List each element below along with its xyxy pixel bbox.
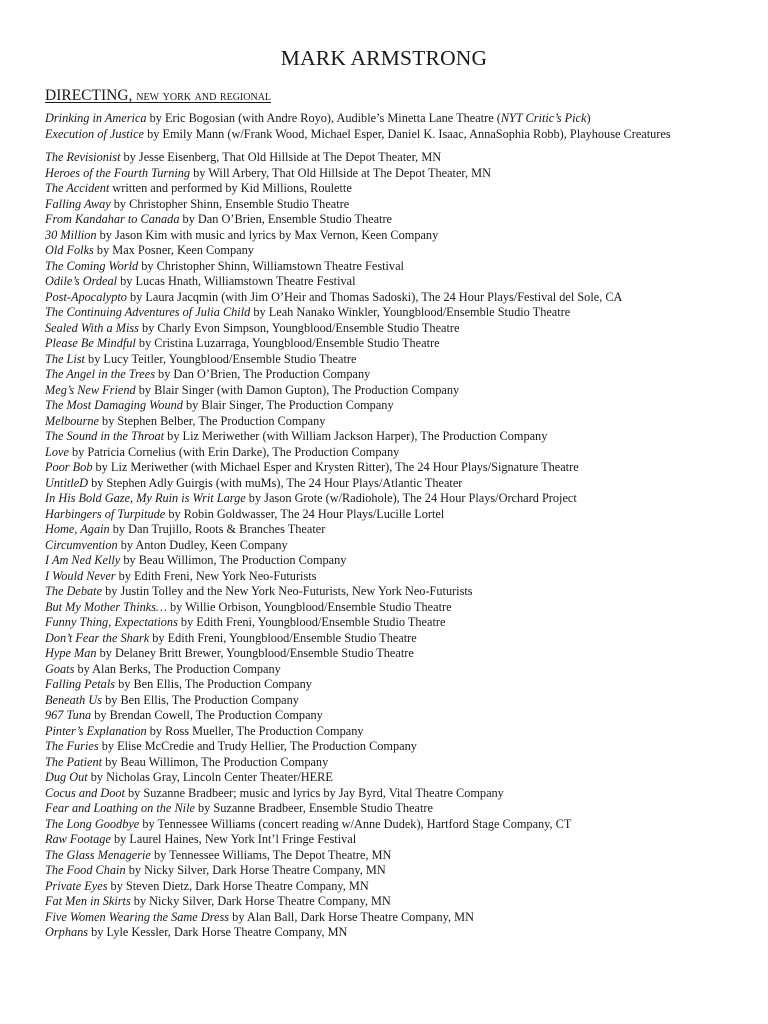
credit-details: by Laura Jacqmin (with Jim O’Heir and Thomas Sadoski), The 24 Hour Plays/Festival del Sole, CA (126, 289, 623, 304)
credit-title: Circumvention (45, 537, 118, 552)
credit-entry (45, 662, 761, 678)
credit-entry (45, 305, 761, 321)
credit-details: by Jesse Eisenberg, That Old Hillside at The Depot Theater, MN (120, 150, 442, 164)
credit-title: The Coming World (45, 258, 139, 273)
credit-title: Harbingers of Turpitude (45, 506, 166, 521)
credit-title: Love (45, 444, 69, 459)
credit-entry (45, 127, 761, 143)
credit-details: by Beau Willimon, The Production Company (120, 553, 347, 567)
credit-details: by Nicky Silver, Dark Horse Theatre Company, MN (130, 894, 391, 908)
credit-entry (45, 166, 761, 182)
credit-entry (45, 770, 761, 786)
credit-details: written and performed by Kid Millions, Roulette (109, 181, 352, 195)
credit-entry (45, 832, 761, 848)
credit-entry (45, 460, 761, 476)
credit-title: The Patient (45, 754, 103, 769)
credit-entry (45, 584, 761, 600)
credit-entry (45, 111, 761, 127)
credit-title: The Food Chain (45, 863, 126, 877)
credit-closing: ) (586, 111, 591, 125)
credit-title: I Am Ned Kelly (45, 553, 121, 567)
credit-title: The List (45, 351, 85, 366)
section-heading-directing (45, 86, 271, 106)
credit-title: The Most Damaging Wound (45, 398, 183, 412)
credit-citation: NYT Critic’s Pick (500, 111, 587, 125)
credit-details: by Suzanne Bradbeer; music and lyrics by Jay Byrd, Vital Theatre Company (124, 785, 504, 800)
credit-entry (45, 414, 761, 430)
credit-details: by Tennessee Williams (concert reading w/Anne Dudek), Hartford Stage Company, CT (139, 816, 572, 831)
credit-details: by Suzanne Bradbeer, Ensemble Studio Theatre (194, 801, 433, 815)
credit-entry (45, 150, 761, 166)
credit-entry (45, 290, 761, 306)
credit-details: by Dan Trujillo, Roots & Branches Theater (109, 522, 326, 536)
credit-details: by Delaney Britt Brewer, Youngblood/Ensemble Studio Theatre (96, 646, 414, 660)
credit-title: Orphans (45, 925, 89, 939)
credit-details: by Blair Singer (with Damon Gupton), The Production Company (135, 382, 460, 397)
credit-entry (45, 848, 761, 864)
credit-entry (45, 197, 761, 213)
credit-entry (45, 925, 761, 941)
credit-details: by Dan O’Brien, The Production Company (154, 367, 371, 381)
credit-title: From Kandahar to Canada (45, 212, 180, 226)
credit-details: by Leah Nanako Winkler, Youngblood/Ensemble Studio Theatre (250, 305, 571, 319)
credit-title: Meg’s New Friend (45, 382, 136, 397)
credit-entry (45, 724, 761, 740)
credit-entry (45, 615, 761, 631)
credit-details: by Patricia Cornelius (with Erin Darke), The Production Company (68, 444, 400, 459)
credit-title: The Angel in the Trees (45, 367, 155, 381)
credit-title: Odile’s Ordeal (45, 274, 118, 288)
directing-credits-list (45, 111, 761, 941)
credit-entry (45, 910, 761, 926)
credit-title: Please Be Mindful (45, 336, 136, 350)
credit-title: Execution of Justice (45, 126, 145, 141)
credit-details: by Jason Grote (w/Radiohole), The 24 Hour Plays/Orchard Project (245, 491, 577, 505)
credit-details: by Ben Ellis, The Production Company (115, 677, 312, 691)
credit-title: Dug Out (45, 770, 88, 784)
credit-details: by Lucas Hnath, Williamstown Theatre Festival (117, 274, 356, 288)
credit-title: Fat Men in Skirts (45, 894, 131, 908)
credit-title: Cocus and Doot (45, 785, 125, 800)
credit-entry (45, 538, 761, 554)
credit-title: 30 Million (45, 227, 97, 242)
section-heading-main: DIRECTING, (45, 87, 133, 104)
credit-entry (45, 228, 761, 244)
credit-title: Goats (45, 661, 75, 676)
credit-title: In His Bold Gaze, My Ruin is Writ Large (45, 491, 246, 505)
credit-details: by Jason Kim with music and lyrics by Max Vernon, Keen Company (96, 227, 439, 242)
credit-title: Fear and Loathing on the Nile (45, 801, 195, 815)
credit-entry (45, 476, 761, 492)
credit-title: Sealed With a Miss (45, 320, 139, 335)
credit-details: by Emily Mann (w/Frank Wood, Michael Esper, Daniel K. Isaac, AnnaSophia Robb), Playhouse Creatures (144, 126, 671, 141)
credit-details: by Max Posner, Keen Company (93, 243, 254, 257)
credit-details: by Stephen Adly Guirgis (with muMs), The 24 Hour Plays/Atlantic Theater (88, 475, 463, 490)
credit-details: by Lucy Teitler, Youngblood/Ensemble Studio Theatre (84, 351, 357, 366)
credit-details: by Steven Dietz, Dark Horse Theatre Company, MN (107, 878, 369, 893)
credit-details: by Eric Bogosian (with Andre Royo), Audible’s Minetta Lane Theatre ( (146, 111, 501, 125)
credit-entry (45, 445, 761, 461)
credit-entry (45, 429, 761, 445)
credit-entry (45, 383, 761, 399)
credit-entry (45, 274, 761, 290)
credit-title: The Sound in the Throat (45, 429, 165, 443)
credit-entry (45, 708, 761, 724)
credit-entry (45, 879, 761, 895)
credit-details: by Anton Dudley, Keen Company (117, 537, 288, 552)
credit-entry (45, 398, 761, 414)
credit-details: by Beau Willimon, The Production Company (102, 754, 329, 769)
credit-details: by Robin Goldwasser, The 24 Hour Plays/Lucille Lortel (165, 506, 445, 521)
credit-entry (45, 491, 761, 507)
credit-title: Hype Man (45, 646, 97, 660)
credit-entry (45, 631, 761, 647)
credit-details: by Alan Berks, The Production Company (74, 661, 281, 676)
credit-details: by Willie Orbison, Youngblood/Ensemble Studio Theatre (166, 599, 452, 614)
credit-entry (45, 569, 761, 585)
credit-title: I Would Never (45, 568, 116, 583)
credit-title: Heroes of the Fourth Turning (45, 165, 191, 180)
credit-entry (45, 600, 761, 616)
credit-title: Post-Apocalypto (45, 289, 127, 304)
credit-entry (45, 553, 761, 569)
credit-entry (45, 507, 761, 523)
credit-title: Raw Footage (45, 832, 111, 846)
credit-title: Old Folks (45, 243, 94, 257)
credit-title: The Accident (45, 181, 110, 195)
credit-entry (45, 755, 761, 771)
credit-title: The Debate (45, 584, 103, 598)
credit-title: The Glass Menagerie (45, 847, 151, 862)
credit-title: Pinter’s Explanation (45, 723, 147, 738)
credit-entry (45, 646, 761, 662)
credit-details: by Dan O’Brien, Ensemble Studio Theatre (179, 212, 393, 226)
credit-title: Falling Away (45, 196, 111, 211)
credit-title: Falling Petals (45, 677, 116, 691)
credit-details: by Nicky Silver, Dark Horse Theatre Company, MN (125, 863, 386, 877)
credit-title: Melbourne (45, 413, 99, 428)
credit-entry (45, 677, 761, 693)
credit-entry (45, 693, 761, 709)
credit-title: Funny Thing, Expectations (45, 615, 178, 629)
resume-name: MARK ARMSTRONG (280, 46, 488, 70)
credit-details: by Edith Freni, New York Neo-Futurists (115, 568, 317, 583)
credit-details: by Ben Ellis, The Production Company (102, 692, 299, 707)
credit-details: by Tennessee Williams, The Depot Theatre, MN (150, 847, 392, 862)
credit-details: by Edith Freni, Youngblood/Ensemble Studio Theatre (177, 615, 446, 629)
credit-details: by Nicholas Gray, Lincoln Center Theater/HERE (87, 770, 333, 784)
credit-details: by Liz Meriwether (with Michael Esper and Krysten Ritter), The 24 Hour Plays/Signature Theatre (92, 460, 579, 474)
section-heading-sub: new york and regional (136, 88, 272, 104)
credit-title: Five Women Wearing the Same Dress (45, 909, 230, 924)
credit-entry (45, 212, 761, 228)
credit-entry (45, 352, 761, 368)
credit-details: by Blair Singer, The Production Company (182, 398, 394, 412)
credit-title: Poor Bob (45, 460, 93, 474)
credit-entry (45, 367, 761, 383)
credit-details: by Justin Tolley and the New York Neo-Futurists, New York Neo-Futurists (102, 584, 473, 598)
credit-details: by Christopher Shinn, Ensemble Studio Theatre (110, 196, 350, 211)
credit-title: Don’t Fear the Shark (45, 630, 150, 645)
credit-title: The Continuing Adventures of Julia Child (45, 305, 251, 319)
credit-title: Private Eyes (45, 878, 108, 893)
credit-details: by Liz Meriwether (with William Jackson Harper), The Production Company (164, 429, 548, 443)
credit-details: by Charly Evon Simpson, Youngblood/Ensemble Studio Theatre (138, 320, 460, 335)
credit-entry (45, 181, 761, 197)
credit-title: Drinking in America (45, 111, 147, 125)
credit-title: But My Mother Thinks… (45, 599, 167, 614)
credit-entry (45, 243, 761, 259)
credit-title: Home, Again (45, 522, 110, 536)
credit-title: The Long Goodbye (45, 816, 140, 831)
credit-title: 967 Tuna (45, 708, 92, 722)
credit-title: The Revisionist (45, 150, 121, 164)
credit-entry (45, 894, 761, 910)
credit-details: by Elise McCredie and Trudy Hellier, The Production Company (98, 739, 417, 753)
credit-entry (45, 336, 761, 352)
credit-details: by Laurel Haines, New York Int’l Fringe Festival (110, 832, 357, 846)
credit-entry (45, 817, 761, 833)
credit-entry (45, 259, 761, 275)
credit-entry (45, 321, 761, 337)
credit-entry (45, 801, 761, 817)
credit-details: by Stephen Belber, The Production Company (98, 413, 326, 428)
credit-details: by Ross Mueller, The Production Company (146, 723, 364, 738)
credit-details: by Cristina Luzarraga, Youngblood/Ensemble Studio Theatre (135, 336, 440, 350)
credit-title: UntitleD (45, 475, 89, 490)
credit-title: The Furies (45, 739, 99, 753)
credit-entry (45, 522, 761, 538)
credit-entry (45, 786, 761, 802)
credit-entry (45, 739, 761, 755)
credit-details: by Will Arbery, That Old Hillside at The Depot Theater, MN (190, 165, 491, 180)
credit-details: by Alan Ball, Dark Horse Theatre Company, MN (229, 909, 474, 924)
credit-details: by Christopher Shinn, Williamstown Theatre Festival (138, 258, 404, 273)
credit-details: by Brendan Cowell, The Production Company (91, 708, 323, 722)
credit-entry (45, 863, 761, 879)
credit-details: by Edith Freni, Youngblood/Ensemble Studio Theatre (149, 630, 417, 645)
credit-details: by Lyle Kessler, Dark Horse Theatre Company, MN (88, 925, 348, 939)
credit-title: Beneath Us (45, 692, 103, 707)
